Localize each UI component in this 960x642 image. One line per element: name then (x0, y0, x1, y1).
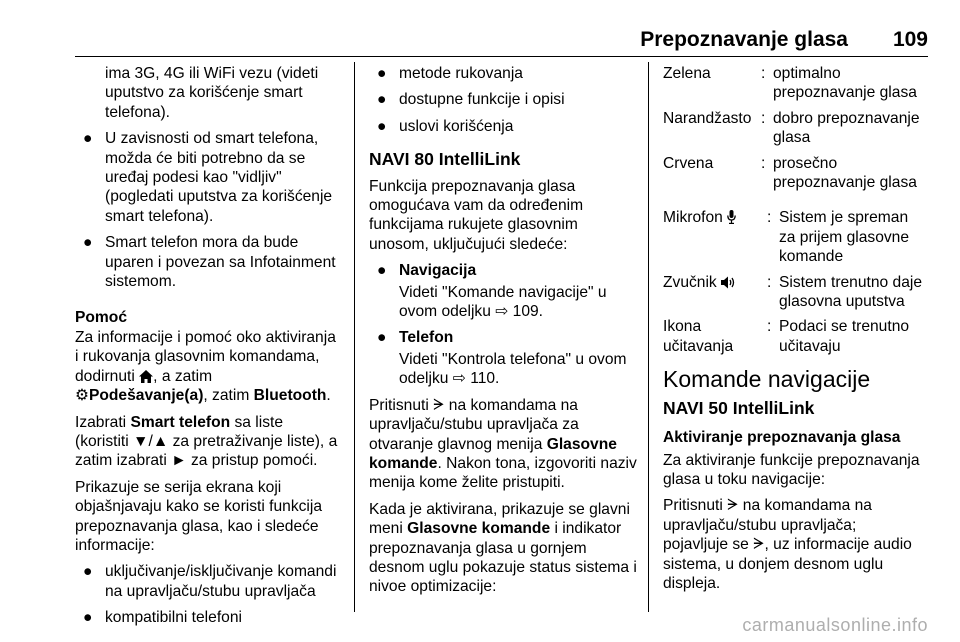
microphone-icon (727, 209, 736, 226)
list-item-navigation: ● Navigacija (377, 262, 477, 280)
navigation-description: Videti "Komande navigacije" u ovom odeljku ⇨ 109. (399, 283, 607, 321)
bullet-icon: ● (377, 117, 387, 135)
activation-paragraph-1: Za aktiviranje funkcije prepoznavanja glasa u toku navigacije: (663, 451, 920, 488)
column-3 (663, 64, 928, 600)
list-item: ● U zavisnosti od smart telefona, možda će biti potrebno da se uređaj podesi kao "vidljiv" (pogledati uputstva za korišćenje smart telefona). (83, 130, 333, 225)
bullet-icon: ● (83, 563, 93, 581)
table-row: Narandžasto : dobro prepoznavanje glasa (663, 109, 920, 147)
voice-commands-label: Glasovne komande (369, 435, 617, 472)
navi50-heading: NAVI 50 IntelliLink (663, 397, 815, 418)
page-number: 109 (892, 28, 928, 51)
color-status-table (663, 64, 928, 192)
bluetooth-label: Bluetooth (253, 387, 327, 405)
column-divider-2 (648, 62, 649, 612)
watermark: carmanualsonline.info (742, 615, 928, 635)
up-arrow-icon: ▲ (152, 432, 169, 450)
active-paragraph: Kada je aktivirana, prikazuje se glavni meni Glasovne komande i indikator prepoznavanja glasa u gornjem desnom uglu pokazuje status sistema i nivoe optimizacije: (369, 500, 637, 596)
help-paragraph-1: Za informacije i pomoć oko aktiviranja i rukovanja glasovnim komandama, dodirnuti , a zatim ⚙Podešavanje(a), zatim Bluetooth. (75, 328, 336, 405)
page-ref-icon: ⇨ (495, 303, 509, 321)
list-item: ● uključivanje/isključivanje komandi na upravljaču/stubu upravljača (83, 563, 337, 600)
home-icon (139, 368, 153, 385)
navi80-intro: Funkcija prepoznavanja glasa omogućava vam da određenim funkcijama rukujete glasovnim unosom, uključujući sledeće: (369, 177, 584, 253)
table-row: Mikrofon : Sistem je spreman za prijem glasovne komande (663, 209, 910, 266)
bullet-icon: ● (377, 65, 387, 82)
gear-icon: ⚙ (75, 387, 89, 405)
smart-phone-label: Smart telefon (130, 413, 231, 431)
list-item: ● uslovi korišćenja (377, 117, 514, 135)
activation-heading: Aktiviranje prepoznavanja glasa (663, 429, 901, 447)
speaker-icon (721, 274, 736, 291)
table-row: Ikona učitavanja : Podaci se trenutno učitavaju (663, 318, 910, 355)
help-paragraph-2: Izabrati Smart telefon sa liste (koristiti ▼/▲ za pretraživanje liste), a zatim izabrati ► za pristup pomoći. (75, 413, 338, 470)
header-rule (75, 56, 928, 57)
bullet-icon: ● (83, 130, 93, 148)
press-paragraph: Pritisnuti ᗒ na komandama na upravljaču/stubu upravljača za otvaranje glavnog menija Glasovne komande. Nakon tona, izgovoriti naziv menija kome želite pristupiti. (369, 396, 637, 492)
list-item: ● dostupne funkcije i opisi (377, 91, 565, 109)
column-2 (369, 64, 639, 604)
table-row: Crvena : prosečno prepoznavanje glasa (663, 154, 917, 192)
activation-paragraph-2: Pritisnuti ᗒ na komandama na upravljaču/stubu upravljača; pojavljuje se ᗒ, uz informacije audio sistema, u donjem desnom uglu displeja. (663, 497, 912, 592)
settings-label: Podešavanje(a) (88, 387, 204, 405)
column-divider-1 (354, 62, 355, 612)
page-ref-icon: ⇨ (452, 370, 466, 388)
phone-description: Videti "Kontrola telefona" u ovom odeljku ⇨ 110. (399, 350, 627, 388)
bullet-icon: ● (83, 609, 93, 627)
list-item-phone: ● Telefon (377, 329, 454, 347)
continued-text: ima 3G, 4G ili WiFi vezu (videti uputstvo za korišćenje smart telefona). (105, 65, 319, 121)
voice-commands-label: Glasovne komande (407, 520, 551, 538)
page-header (0, 0, 960, 60)
list-item: ● Smart telefon mora da bude uparen i povezan sa Infotainment sistemom. (83, 234, 336, 291)
bullet-icon: ● (377, 262, 387, 280)
list-item: ● metode rukovanja (377, 65, 523, 82)
list-item: ● kompatibilni telefoni (83, 609, 242, 627)
icon-status-table (663, 208, 928, 356)
voice-button-icon: ᗒ (753, 536, 765, 554)
page-title: Prepoznavanje glasa (640, 28, 848, 51)
bullet-icon: ● (377, 91, 387, 109)
bullet-icon: ● (83, 234, 93, 252)
voice-button-icon: ᗒ (433, 396, 445, 414)
help-paragraph-3: Prikazuje se serija ekrana koji objašnjavaju kako se koristi funkcija prepoznavanja glasa, kao i sledeće informacije: (75, 478, 323, 554)
voice-button-icon: ᗒ (727, 497, 739, 515)
navigation-commands-heading: Komande navigacije (663, 366, 871, 393)
bullet-icon: ● (377, 329, 387, 347)
help-heading: Pomoć (75, 309, 127, 327)
play-arrow-icon: ► (171, 452, 187, 470)
column-1 (75, 64, 341, 635)
navi80-heading: NAVI 80 IntelliLink (369, 149, 521, 170)
table-row: Zvučnik : Sistem trenutno daje glasovna uputstva (663, 273, 923, 311)
down-arrow-icon: ▼ (133, 432, 149, 450)
table-row: Zelena : optimalno prepoznavanje glasa (663, 65, 917, 102)
